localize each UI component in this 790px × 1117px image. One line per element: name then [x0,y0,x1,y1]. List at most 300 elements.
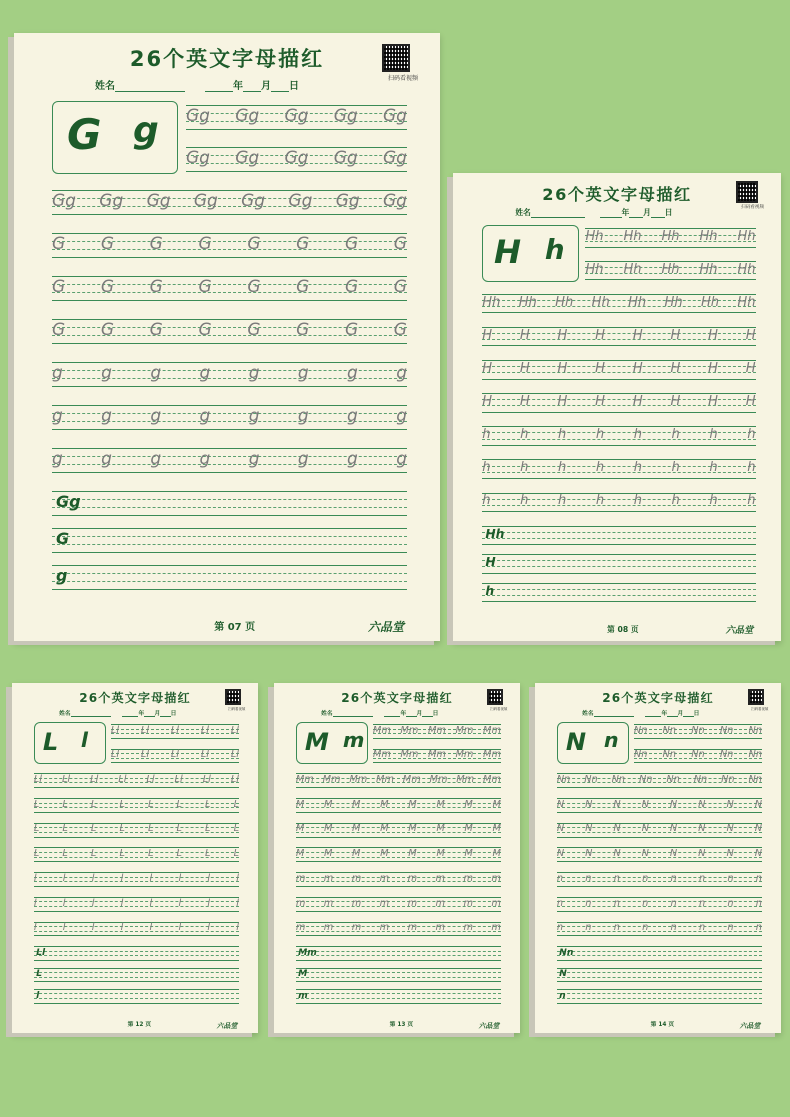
trace-letter: L [62,798,68,810]
name-label: 姓名 [95,81,115,92]
trace-letter: m [351,922,362,934]
trace-letter: L [90,823,97,835]
trace-letter: L [119,798,125,810]
trace-letter: n [755,897,762,909]
trace-letter: g [150,363,162,384]
brand-logo: 六品堂 [725,625,754,637]
trace-letter: h [520,460,529,476]
model-letter: n [559,989,566,1001]
qr-code-icon[interactable] [487,689,503,705]
trace-letter: N [585,848,593,860]
writing-row [557,946,762,960]
trace-letter: Hh [585,229,604,245]
trace-letter: H [708,394,718,410]
trace-letter: Ll [230,773,239,785]
trace-letter: H [708,327,718,343]
trace-letter: n [556,897,564,909]
trace-letter: M [408,798,417,810]
day-field[interactable] [271,81,289,92]
model-letter: m [298,989,308,1001]
worksheet-page-p13 [274,683,520,1033]
trace-letter: N [641,823,649,835]
trace-letter: H [632,327,643,343]
trace-letter: l [33,897,37,909]
trace-letter: m [379,897,390,909]
writing-row [111,749,239,763]
name-field[interactable] [333,711,373,718]
model-letter: Nn [559,947,574,959]
month-field[interactable] [406,711,416,718]
writing-row [634,749,762,763]
writing-row [52,405,407,429]
trace-letter: G [296,277,310,298]
writing-row [34,823,239,837]
model-letter: l [36,989,40,1001]
name-date-line [535,708,781,717]
name-label: 姓名 [515,207,531,217]
trace-letter: n [670,922,677,934]
trace-letter: h [557,493,567,509]
model-letter: H [485,555,496,570]
trace-letter: m [379,922,390,934]
trace-letter: L [205,848,211,860]
day-field[interactable] [160,711,170,718]
trace-letter: L [119,848,125,860]
year-label: 年 [661,711,668,718]
trace-letter: Nn [662,725,677,737]
writing-row [557,823,762,837]
month-label: 月 [643,207,651,217]
trace-letter: h [482,427,491,443]
trace-letter: Gg [235,148,260,169]
qr-label: 扫码看视频 [751,707,769,711]
trace-letter: Hh [623,229,642,245]
trace-letter: Gg [284,106,309,127]
trace-letter: Mm [429,773,448,785]
trace-letter: g [347,449,358,470]
day-field[interactable] [683,711,693,718]
trace-letter: Gg [235,106,260,127]
qr-code-icon[interactable] [382,44,410,72]
trace-letter: L [147,848,154,860]
trace-letter: l [149,872,153,884]
trace-letter: l [120,897,124,909]
trace-letter: H [632,394,643,410]
trace-letter: N [556,848,565,860]
writing-row [52,362,407,386]
trace-letter: L [233,798,240,810]
trace-letter: h [633,460,642,476]
model-letter: G [56,529,70,549]
trace-letter: N [754,848,763,860]
trace-letter: Ll [170,725,180,737]
trace-letter: Gg [193,191,218,212]
trace-letter: n [585,872,592,884]
trace-letter: H [670,361,681,377]
trace-letter: L [147,798,154,810]
trace-letter: l [91,897,95,909]
trace-letter: Gg [383,148,407,169]
guide-uppercase-letter: G [67,110,102,159]
trace-letter: H [745,327,756,343]
writing-row [296,773,501,787]
guide-uppercase-letter: L [42,727,59,756]
writing-row [34,798,239,812]
worksheet-title: 26个英文字母描红 [79,690,191,705]
qr-code-icon[interactable] [225,689,241,705]
trace-letter: g [347,363,358,384]
trace-letter: h [633,427,642,443]
trace-letter: Mm [322,773,341,785]
trace-letter: n [642,922,649,934]
trace-letter: Hh [661,229,680,245]
trace-letter: H [670,394,681,410]
trace-letter: g [199,406,211,427]
brand-logo: 六品堂 [739,1021,761,1030]
month-field[interactable] [144,711,154,718]
trace-letter: l [62,872,66,884]
trace-letter: H [595,361,606,377]
trace-letter: M [492,798,501,810]
trace-letter: Mm [376,773,394,785]
trace-letter: N [556,823,565,835]
qr-label: 扫码看视频 [387,75,418,82]
writing-row [52,528,407,552]
trace-letter: l [91,922,95,934]
trace-letter: g [101,449,112,470]
trace-letter: n [613,872,620,884]
trace-letter: G [296,234,310,255]
trace-letter: H [745,394,756,410]
writing-row [482,327,755,345]
trace-letter: n [670,872,677,884]
page-number: 第 12 页 [127,1022,152,1029]
trace-letter: Hh [623,261,642,277]
trace-letter: l [236,922,240,934]
trace-letter: Hh [661,261,680,277]
trace-letter: L [33,848,40,860]
trace-letter: N [585,798,593,810]
trace-letter: Ll [200,725,209,737]
year-field[interactable] [600,209,622,218]
name-field[interactable] [531,209,585,218]
trace-letter: M [436,798,445,810]
trace-letter: m [407,897,418,909]
trace-letter: Hh [555,294,574,310]
trace-letter: H [632,361,643,377]
trace-letter: G [100,320,115,341]
trace-letter: M [323,848,333,860]
month-field[interactable] [629,209,643,218]
worksheet-page-p12 [12,683,258,1033]
trace-letter: N [754,798,763,810]
year-field[interactable] [384,711,400,718]
writing-row [557,989,762,1003]
trace-letter: m [323,897,334,909]
trace-letter: l [91,872,95,884]
trace-letter: l [178,872,182,884]
year-field[interactable] [122,711,138,718]
trace-letter: Ll [90,773,99,785]
trace-letter: M [352,823,361,835]
writing-row [373,724,501,738]
writing-row [34,989,239,1003]
trace-letter: G [52,234,66,255]
trace-letter: l [236,872,240,884]
trace-letter: l [33,922,37,934]
trace-letter: G [198,320,212,341]
brand-logo: 六品堂 [367,620,404,634]
trace-letter: Ll [170,749,180,761]
writing-row [296,968,501,982]
trace-letter: Hh [737,294,756,310]
trace-letter: Ll [33,773,42,785]
trace-letter: Nn [638,773,653,785]
writing-row [52,491,407,515]
trace-letter: Mm [402,773,421,785]
trace-letter: Ll [146,773,155,785]
trace-letter: M [295,848,305,860]
guide-lowercase-letter: m [342,727,365,752]
trace-letter: l [207,897,211,909]
month-field[interactable] [667,711,677,718]
trace-letter: Ll [202,773,211,785]
writing-row [34,946,239,960]
trace-letter: M [380,798,389,810]
brand-logo: 六品堂 [478,1021,500,1030]
month-field[interactable] [243,81,261,92]
page-number: 第 08 页 [607,624,639,634]
trace-letter: h [671,460,680,476]
trace-letter: h [671,427,680,443]
trace-letter: L [205,798,211,810]
writing-row [557,922,762,936]
trace-letter: l [149,922,153,934]
trace-letter: M [380,848,389,860]
trace-letter: N [556,798,565,810]
writing-row [557,798,762,812]
trace-letter: h [557,460,567,476]
trace-letter: Gg [146,191,171,212]
trace-letter: n [698,872,706,884]
trace-letter: H [482,361,493,377]
name-field[interactable] [71,711,111,718]
trace-letter: Gg [99,191,124,212]
trace-letter: m [435,897,446,909]
qr-code-icon[interactable] [748,689,764,705]
trace-letter: N [669,848,678,860]
trace-letter: m [379,872,390,884]
trace-letter: H [482,394,493,410]
year-field[interactable] [205,81,233,92]
trace-letter: m [407,872,418,884]
trace-letter: g [52,406,63,427]
trace-letter: N [698,798,706,810]
letter-guide-box [34,722,106,764]
trace-letter: g [52,363,63,384]
day-label: 日 [693,711,700,718]
trace-letter: M [295,798,305,810]
trace-letter: H [708,361,718,377]
trace-letter: N [641,848,649,860]
trace-letter: Hh [699,261,718,277]
trace-letter: l [149,897,153,909]
writing-row [34,847,239,861]
trace-letter: Mm [483,725,501,737]
trace-letter: N [669,823,678,835]
trace-letter: n [556,922,564,934]
qr-code-icon[interactable] [736,181,758,203]
trace-letter: Gg [186,106,210,127]
trace-letter: L [233,848,240,860]
trace-letter: Hh [700,294,720,310]
trace-letter: G [247,277,261,298]
trace-letter: Mm [372,749,391,761]
guide-uppercase-letter: H [494,232,522,271]
guide-uppercase-letter: N [565,727,587,756]
trace-letter: g [150,406,162,427]
trace-letter: G [393,234,407,255]
writing-row [52,276,407,300]
trace-letter: g [101,363,112,384]
trace-letter: h [520,427,529,443]
letter-guide-box [52,101,178,174]
trace-letter: Mm [427,725,446,737]
model-letter: N [559,968,567,980]
trace-letter: m [435,922,446,934]
trace-letter: m [463,922,473,934]
trace-letter: M [436,848,445,860]
trace-letter: Hh [518,294,537,310]
guide-uppercase-letter: M [304,727,329,756]
worksheet-title: 26个英文字母描红 [602,690,714,705]
writing-row [34,872,239,886]
trace-letter: m [407,922,418,934]
guide-lowercase-letter: l [80,727,88,752]
trace-letter: L [147,823,154,835]
day-field[interactable] [422,711,432,718]
trace-letter: m [463,897,473,909]
trace-letter: Mm [427,749,446,761]
trace-letter: Ll [110,725,120,737]
guide-lowercase-letter: h [544,232,565,266]
trace-letter: N [726,848,734,860]
trace-letter: L [90,798,97,810]
trace-letter: Mm [295,773,314,785]
trace-letter: g [297,406,309,427]
year-label: 年 [138,711,145,718]
trace-letter: g [199,363,211,384]
trace-letter: g [396,363,407,384]
trace-letter: Nn [666,773,680,785]
day-field[interactable] [651,209,665,218]
trace-letter: h [557,427,567,443]
trace-letter: M [323,798,333,810]
trace-letter: l [207,872,211,884]
day-label: 日 [170,711,177,718]
trace-letter: M [464,823,473,835]
trace-letter: h [709,493,718,509]
trace-letter: M [492,823,501,835]
writing-row [482,393,755,411]
name-field[interactable] [115,81,185,92]
trace-letter: l [62,897,66,909]
trace-letter: m [491,922,501,934]
name-date-line [453,207,781,218]
trace-letter: M [380,823,389,835]
trace-letter: m [351,872,362,884]
trace-letter: Nn [691,749,705,761]
trace-letter: Hh [699,229,718,245]
writing-row [482,493,755,511]
year-label: 年 [233,81,243,92]
qr-label: 扫码看视频 [490,707,508,711]
worksheet-title: 26个英文字母描红 [129,47,325,71]
trace-letter: Nn [719,725,734,737]
trace-letter: Hh [664,294,683,310]
trace-letter: L [176,848,182,860]
trace-letter: Gg [383,106,407,127]
page-number: 第 07 页 [214,622,256,633]
worksheet-title: 26个英文字母描红 [341,690,453,705]
day-label: 日 [664,207,673,217]
page-number: 第 14 页 [650,1022,675,1029]
writing-row [557,773,762,787]
trace-letter: n [642,872,649,884]
model-letter: g [56,566,68,586]
trace-letter: M [408,823,417,835]
trace-letter: Ll [230,749,239,761]
trace-letter: Mm [483,749,501,761]
writing-row [482,294,755,312]
month-label: 月 [677,711,684,718]
trace-letter: n [556,872,564,884]
trace-letter: H [557,327,568,343]
trace-letter: G [296,320,310,341]
name-date-line [274,708,520,717]
writing-row [186,147,407,171]
page-number: 第 13 页 [389,1022,414,1029]
trace-letter: H [670,327,681,343]
trace-letter: Nn [662,749,677,761]
trace-letter: h [633,493,642,509]
trace-letter: n [585,897,592,909]
trace-letter: Hh [482,294,501,310]
trace-letter: m [491,872,501,884]
trace-letter: L [62,823,68,835]
brand-logo: 六品堂 [216,1021,238,1030]
trace-letter: l [178,922,182,934]
trace-letter: Mm [372,725,391,737]
trace-letter: H [557,394,568,410]
name-field[interactable] [594,711,634,718]
trace-letter: Nn [691,725,705,737]
trace-letter: h [595,427,605,443]
year-field[interactable] [645,711,661,718]
worksheet-page-p08 [453,173,781,641]
trace-letter: M [408,848,417,860]
model-letter: M [298,968,308,980]
trace-letter: G [247,234,261,255]
writing-row [296,872,501,886]
trace-letter: N [726,823,734,835]
trace-letter: G [52,277,66,298]
trace-letter: h [709,427,718,443]
trace-letter: L [119,823,125,835]
trace-letter: Hh [737,261,756,277]
writing-row [52,319,407,343]
trace-letter: l [120,872,124,884]
